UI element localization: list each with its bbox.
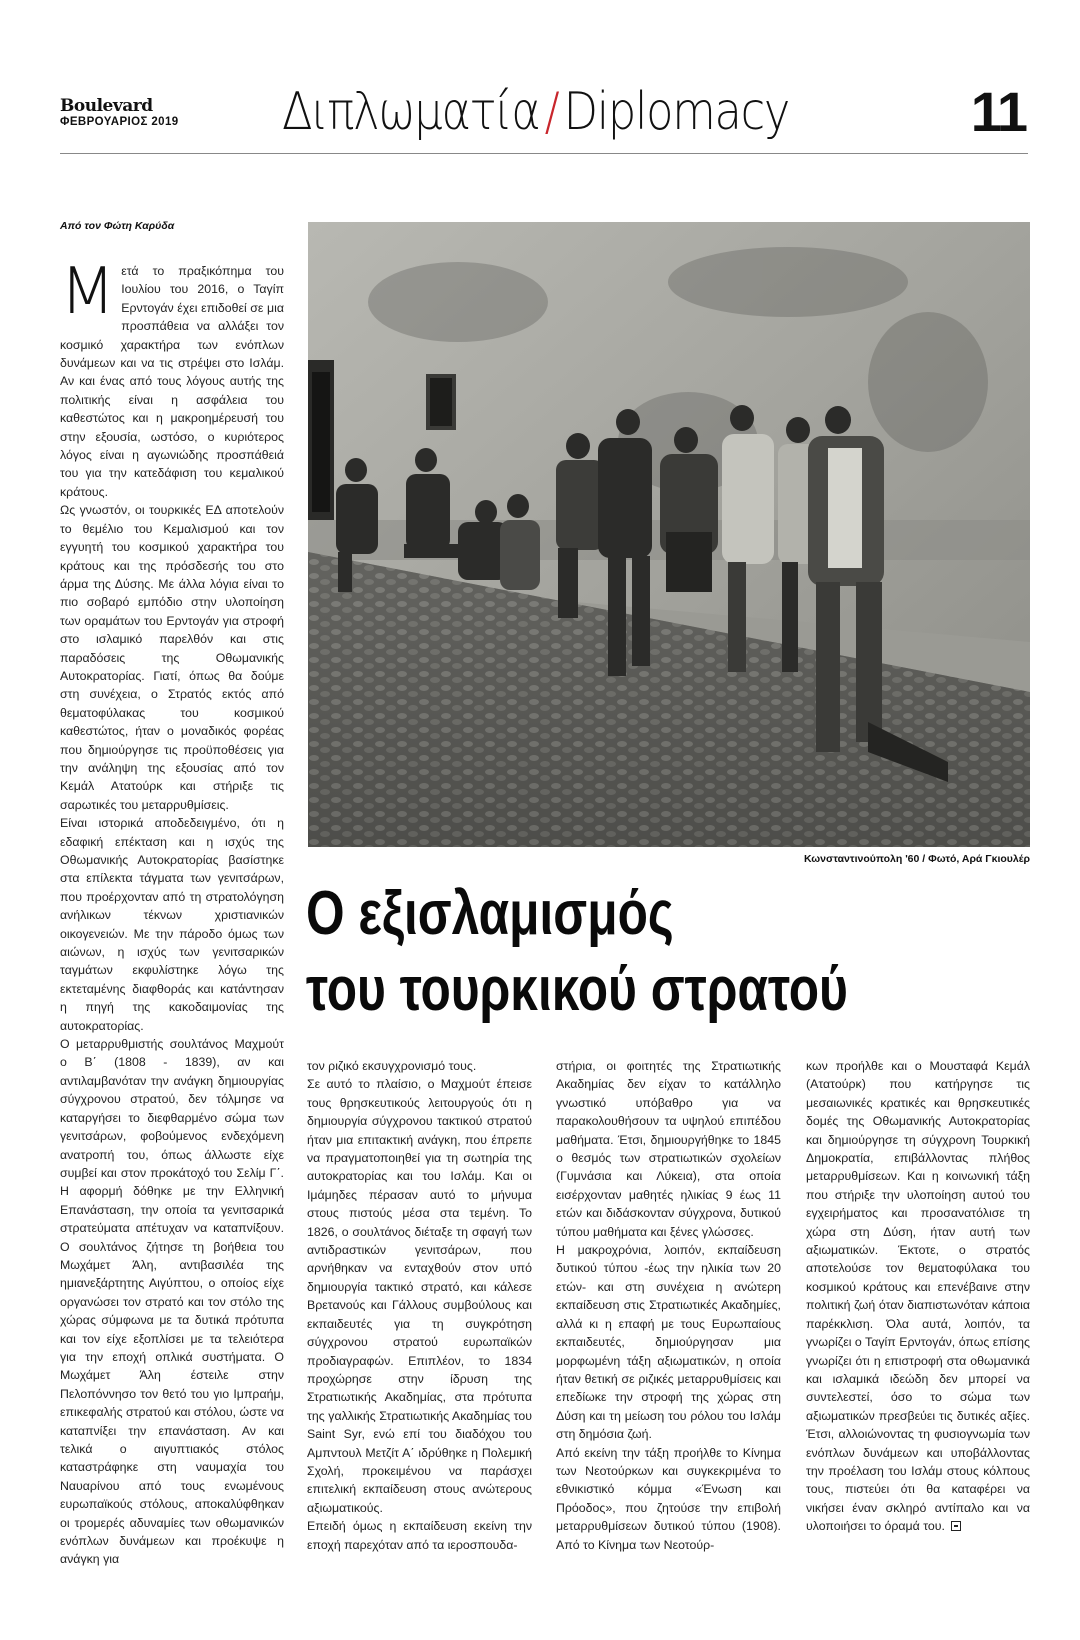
article-column-1	[60, 255, 284, 1569]
byline: Από τον Φώτη Καρύδα	[60, 220, 175, 232]
paragraph: Μετά το πραξικόπημα του Ιουλίου του 2016, ο Ταγίπ Ερντογάν έχει επιδοθεί σε μια προσπάθεια να αλλάξει τον κοσμικό χαρακτήρα των ενόπλων δυνάμεων και να τις στρέψει στο Ισλάμ. Αν και ένας από τους λόγους αυτής της πολιτικής είναι η ασφάλεια του καθεστώτος και η μακροημέρευσή του στην εξουσία, ωστόσο, ο κυριότερος λόγος είναι η αγωνιώδης προσπάθειά του για την κατεδάφιση του κεμαλικού κράτους.	[60, 255, 284, 499]
page-number: 11	[970, 80, 1026, 143]
paragraph: κων προήλθε και ο Μουσταφά Κεμάλ (Ατατούρκ) που κατήργησε τις μεσαιωνικές κρατικές και θρησκευτικές δομές της Οθωμανικής Αυτοκρατορίας και δημιούργησε τη σύγχρονη Τουρκική Δημοκρατία, επιβάλλοντας πλήθος μεταρρυθμίσεων. Και η κοινωνική τάξη που στήριξε την υλοποίηση αυτού του εγχειρήματος και προσανατόλισε τη χώρα στη Δύση, ήταν αυτή των αξιωματικών. Έκτοτε, ο στρατός αποτελούσε τον θεματοφύλακα του κοσμικού κράτους και επενέβαινε στην πολιτική ζωή όταν διαπιστωνόταν κάποια παρέκκλιση. Όλα αυτά, λοιπόν, τα γνωρίζει ο Ταγίπ Ερντογάν, όπως επίσης γνωρίζει ότι η επιστροφή στα οθωμανικά και ισλαμικά ιδεώδη δεν μπορεί να συντελεστεί, όσο το σώμα των αξιωματικών πρεσβεύει τις δυτικές αξίες. Έτσι, αλλοιώνοντας τη φυσιογνωμία των ενόπλων δυνάμεων και υποβάλλοντας την προέλαση του Ισλάμ στους κόλπους τους, πιστεύει ότι θα καταφέρει να νικήσει έναν σκληρό αντίπαλο και να υλοποιήσει το όραμά του.	[806, 1059, 1030, 1534]
paragraph: Από εκείνη την τάξη προήλθε το Κίνημα των Νεοτούρκων και συγκεκριμένα το εθνικιστικό κόμμα «Ένωση και Πρόοδος», που ζητούσε την επιβολή μεταρρυθμίσεων δυτικού τύπου (1908). Από το Κίνημα των Νεοτούρ-	[556, 1445, 781, 1552]
photo-caption: Κωνσταντινούπολη '60 / Φωτό, Αρά Γκιουλέρ	[803, 853, 1030, 865]
headline-line-1: Ο εξισλαμισμός	[306, 879, 674, 948]
section-title	[282, 82, 789, 142]
article-column-4	[806, 1057, 1030, 1536]
street-scene-photo	[308, 222, 1030, 847]
brand-logo: Boulevard	[60, 96, 153, 116]
paragraph: στήρια, οι φοιτητές της Στρατιωτικής Ακαδημίας δεν είχαν το κατάλληλο γνωστικό υπόβαθρο για να παρακολουθήσουν τα υψηλού επιπέδου μαθήματα. Έτσι, δημιουργήθηκε το 1845 ο θεσμός των στρατιωτικών σχολείων (Γυμνάσια και Λύκεια), στα οποία εισέρχονταν μαθητές ηλικίας 9 έως 11 ετών και διδάσκονταν σύγχρονα, δυτικού τύπου μαθήματα και ξένες γλώσσες.	[556, 1059, 781, 1239]
headline-line-2: του τουρκικού στρατού	[306, 955, 848, 1024]
issue-date: ΦΕΒΡΟΥΑΡΙΟΣ 2019	[60, 116, 179, 128]
masthead	[60, 82, 1028, 154]
drop-cap: Μ	[60, 255, 116, 329]
article-column-3	[556, 1057, 781, 1554]
paragraph: Σε αυτό το πλαίσιο, ο Μαχμούτ έπεισε τους θρησκευτικούς λειτουργούς ότι η δημιουργία σύγχρονου τακτικού στρατού ήταν μια επιτακτική ανάγκη, που έπρεπε να πραγματοποιηθεί για τη σωτηρία της αυτοκρατορίας και του Ισλάμ. Και οι Ιμάμηδες πέρασαν αυτό το μήνυμα στους πιστούς μέσα στα τεμένη. Το 1826, ο σουλτάνος διέταξε τη σφαγή των αντιδραστικών γενιτσάρων, που αρνήθηκαν να ενταχθούν στον υπό δημιουργία τακτικό στρατό, και κάλεσε Βρετανούς και Γάλλους συμβούλους και εκπαιδευτές για τη συγκρότηση σύγχρονου στρατού ευρωπαϊκών προδιαγραφών. Επιπλέον, το 1834 προχώρησε στην ίδρυση της Στρατιωτικής Ακαδημίας, στα πρότυπα της γαλλικής Στρατιωτικής Ακαδημίας του Saint Syr, ενώ επί του διαδόχου του Αμπντουλ Μετζίτ Α΄ ιδρύθηκε η Πολεμική Σχολή, προκειμένου να παράσχει επιτελική εκπαίδευση στους ανώτερους αξιωματικούς.	[307, 1077, 532, 1515]
paragraph: Είναι ιστορικά αποδεδειγμένο, ότι η εδαφική επέκταση και η ισχύς της Οθωμανικής Αυτοκρατορίας βασίστηκε στα επίλεκτα τάγματα των γενιτσάρων, που προέρχονταν από τη στρατολόγηση ανήλικων τέκνων χριστιανικών οικογενειών. Με την πάροδο όμως των αιώνων, η ισχύς των γενιτσαρικών ταγμάτων εκφυλίστηκε λόγω της εκτεταμένης διαφθοράς και κατάντησαν η πηγή της κακοδαιμονίας της αυτοκρατορίας.	[60, 816, 284, 1033]
section-title-english: Diplomacy	[563, 82, 790, 142]
paragraph: Ο μεταρρυθμιστής σουλτάνος Μαχμούτ ο Β΄ (1808 - 1839), αν και αντιλαμβανόταν την ανάγκη δημιουργίας σύγχρονου στρατού, δεν τόλμησε να καταργήσει το διεφθαρμένο σώμα των γενιτσάρων, φοβούμενος ενδεχόμενη ανατροπή του, όπως άλλωστε είχε συμβεί και στον προκάτοχό του Σελίμ Γ΄. Η αφορμή δόθηκε με την Ελληνική Επανάσταση, την οποία τα γενιτσαρικά στρατεύματα απέτυχαν να καταπνίξουν. Ο σουλτάνος ζήτησε τη βοήθεια του Μωχάμετ Άλη, αντιβασιλέα της ημιανεξάρτητης Αιγύπτου, ο οποίος είχε οργανώσει τον στρατό και τον στόλο της χώρας σύμφωνα με τα δυτικά πρότυπα και τον είχε εξοπλίσει με τα τελειότερα για την εποχή οπλικά συστήματα. Ο Μωχάμετ Άλη έστειλε στην Πελοπόννησο τον θετό του γιο Ιμπραήμ, επικεφαλής στρατού και στόλου, ώστε να καταπνίξει την επανάσταση. Αν και τελικά ο αιγυπτιακός στόλος καταστράφηκε στη ναυμαχία του Ναυαρίνου από τους ενωμένους ευρωπαϊκούς στόλους, αποκαλύφθηκαν οι τρομερές αδυναμίες των οθωμανικών ενόπλων δυνάμεων και προέκυψε η ανάγκη για	[60, 1037, 284, 1567]
paragraph: τον ριζικό εκσυγχρονισμό τους.	[307, 1059, 477, 1073]
article-photo	[308, 222, 1030, 847]
section-separator: /	[544, 82, 559, 142]
article-column-2	[307, 1057, 532, 1554]
section-title-greek: Διπλωματία	[282, 82, 540, 142]
article-headline	[306, 876, 848, 1028]
paragraph: Η μακροχρόνια, λοιπόν, εκπαίδευση δυτικού τύπου -έως την ηλικία των 20 ετών- και στη συνέχεια η ανώτερη εκπαίδευση στις Στρατιωτικές Ακαδημίες, αλλά κι η επαφή με τους Ευρωπαίους εκπαιδευτές, δημιούργησαν μια μορφωμένη τάξη αξιωματικών, η οποία ήταν θετική σε ριζικές μεταρρυθμίσεις και επεδίωκε την στροφή της χώρας στη Δύση και τη μείωση του ρόλου του Ισλάμ στη δημόσια ζωή.	[556, 1243, 781, 1442]
paragraph: Ως γνωστόν, οι τουρκικές ΕΔ αποτελούν το θεμέλιο του Κεμαλισμού και τον εγγυητή του κοσμικού χαρακτήρα του κράτους και της πρόσδεσής του στο άρμα της Δύσης. Με άλλα λόγια είναι το πιο σοβαρό εμπόδιο στην υλοποίηση των οραμάτων του Ερντογάν για στροφή στο ισλαμικό παρελθόν και στις παραδόσεις της Οθωμανικής Αυτοκρατορίας. Γιατί, όπως θα δούμε στη συνέχεια, ο Στρατός εκτός από θεματοφύλακας του κοσμικού καθεστώτος, ήταν ο μοναδικός φορέας που δημιούργησε τις προϋποθέσεις για την ανάληψη της εξουσίας από τον Κεμάλ Ατατούρκ και στήριξε τις σαρωτικές του μεταρρυθμίσεις.	[60, 503, 284, 812]
end-of-article-icon	[951, 1521, 961, 1531]
paragraph: Επειδή όμως η εκπαίδευση εκείνη την εποχή παρεχόταν από τα ιεροσπουδα-	[307, 1519, 532, 1552]
